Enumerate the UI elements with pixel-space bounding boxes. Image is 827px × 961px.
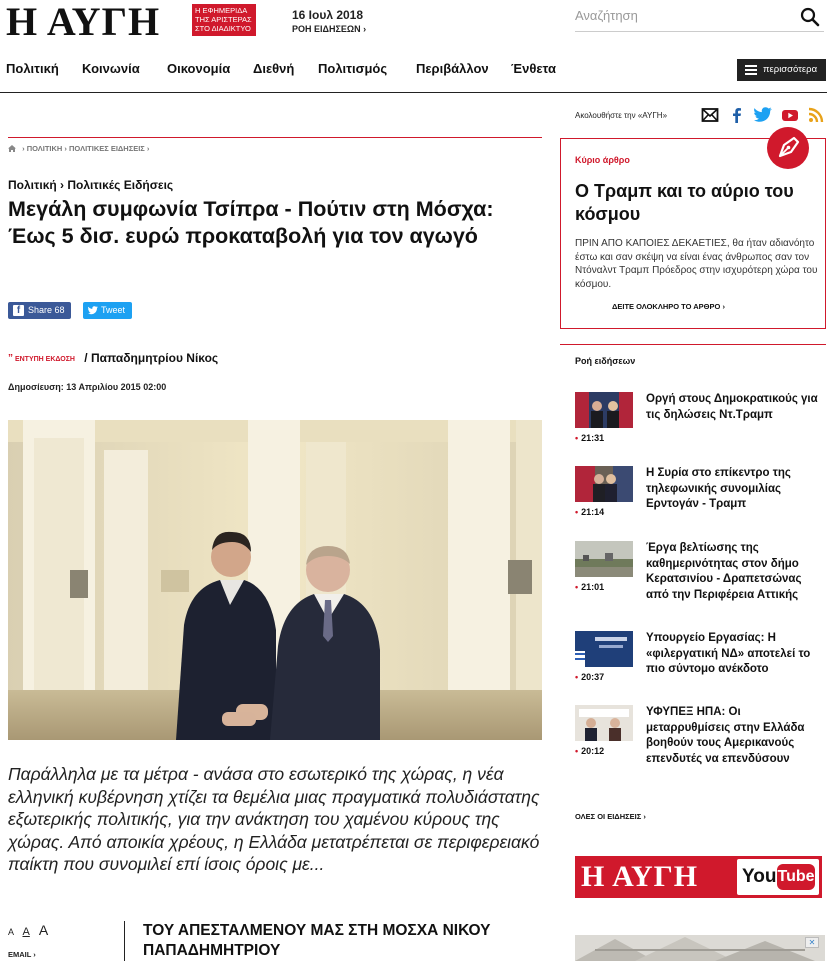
nav-item-economy[interactable]: Οικονομία [167, 61, 231, 76]
nav-item-politics[interactable]: Πολιτική [6, 61, 59, 76]
pen-nib-icon [767, 127, 809, 169]
nav-item-culture[interactable]: Πολιτισμός [318, 61, 388, 76]
advertisement[interactable] [575, 935, 825, 961]
email-label: EMAIL [8, 950, 32, 959]
nav-item-inserts[interactable]: Ένθετα [511, 61, 556, 76]
list-item[interactable] [575, 392, 825, 452]
youtube-banner-logo: Η ΑΥΓΗ [581, 860, 699, 893]
print-edition-badge [8, 353, 75, 364]
read-full-article-label: ΔΕΙΤΕ ΟΛΟΚΛΗΡΟ ΤΟ ΑΡΘΡΟ [612, 302, 721, 311]
search-input[interactable] [575, 8, 795, 23]
youtube-logo-you: You [742, 866, 777, 887]
article-lead: Παράλληλα με τα μέτρα - ανάσα στο εσωτερικό της χώρας, η νέα ελληνική κυβέρνηση χτίζει τα θεμέλια μιας πραγματικά πολυδιάστατης εξωτερικής πολιτικής, για την ανάκτηση του χαμένου κύρους της χώρας. Από αποικία χρέους, η Ελλάδα μετατρέπεται σε περιφερειακό παίκτη που συνομιλεί επί ίσοις όροις με... [8, 764, 540, 874]
news-feed-link-label: ΡΟΗ ΕΙΔΗΣΕΩΝ [292, 24, 361, 34]
nav-item-society[interactable]: Κοινωνία [82, 61, 140, 76]
news-time: • 20:12 [575, 746, 604, 756]
breadcrumb-political-news[interactable]: ΠΟΛΙΤΙΚΕΣ ΕΙΔΗΣΕΙΣ [69, 144, 145, 153]
hamburger-icon [745, 65, 757, 75]
site-logo[interactable]: Η ΑΥΓΗ [6, 0, 161, 44]
more-menu-label: περισσότερα [763, 64, 818, 75]
chevron-right-icon: › [722, 302, 725, 311]
news-thumbnail[interactable] [575, 631, 633, 667]
news-thumbnail[interactable] [575, 392, 633, 428]
top-header [0, 0, 827, 50]
chevron-right-icon: › [33, 950, 36, 959]
list-item[interactable] [575, 705, 825, 765]
main-nav [0, 55, 827, 93]
author-name[interactable]: Παπαδημητρίου Νίκος [90, 351, 219, 365]
facebook-icon[interactable] [728, 106, 746, 124]
editorial-excerpt: ΠΡΙΝ ΑΠΟ ΚΑΠΟΙΕΣ ΔΕΚΑΕΤΙΕΣ, θα ήταν αδιανόητο έστω και σαν σκέψη να είναι ένας άνθρωπος σαν τον Ντόναλντ Τραμπ Πρόεδρος στην ισχυρότερη χώρα του κόσμου. [575, 238, 818, 290]
news-title[interactable]: Έργα βελτίωσης της καθημερινότητας στον δήμο Κερατσινίου - Δραπετσώνας από την Περιφέρεια Αττικής [646, 542, 802, 601]
font-size-controls [8, 922, 54, 938]
breadcrumb [8, 144, 149, 153]
more-menu-button[interactable] [737, 59, 826, 81]
facebook-share-button[interactable] [8, 302, 71, 319]
nav-item-environment[interactable]: Περιβάλλον [416, 61, 489, 76]
editorial-label: Κύριο άρθρο [575, 155, 630, 165]
twitter-share-button[interactable] [83, 302, 132, 319]
font-size-large-button[interactable]: A [38, 922, 49, 938]
chevron-right-icon: › [363, 24, 367, 34]
print-edition-label: ΕΝΤΥΠΗ ΕΚΔΟΣΗ [14, 356, 75, 363]
twitter-icon[interactable] [754, 106, 772, 124]
facebook-icon: f [13, 305, 24, 316]
breadcrumb-sep: › [22, 144, 25, 153]
breadcrumb-sep: › [146, 144, 150, 153]
youtube-icon[interactable] [781, 106, 799, 124]
facebook-share-label: Share [28, 305, 53, 315]
news-title[interactable]: Υπουργείο Εργασίας: Η «φιλεργατική ΝΔ» αποτελεί το πιο σύντομο ανέκδοτο [646, 632, 811, 675]
news-time: • 21:01 [575, 582, 604, 592]
youtube-logo [737, 859, 819, 895]
news-title[interactable]: Οργή στους Δημοκρατικούς για τις δηλώσεις Ντ.Τραμπ [646, 393, 818, 421]
publish-date: Δημοσίευση: 13 Απριλίου 2015 02:00 [8, 382, 167, 392]
quote-icon: ” [8, 353, 13, 364]
list-item[interactable] [575, 541, 825, 601]
feed-top-divider [560, 344, 826, 345]
author-line [8, 351, 218, 365]
article-byline: ΤΟΥ ΑΠΕΣΤΑΛΜΕΝΟΥ ΜΑΣ ΣΤΗ ΜΟΣΧΑ ΝΙΚΟΥ ΠΑΠΑΔΗΜΗΤΡΙΟΥ [143, 922, 491, 959]
list-item[interactable] [575, 631, 825, 691]
search-box [575, 4, 824, 32]
email-article-link[interactable] [8, 950, 36, 959]
article-title: Μεγάλη συμφωνία Τσίπρα - Πούτιν στη Μόσχα: Έως 5 δισ. ευρώ προκαταβολή για τον αγωγό [8, 197, 494, 248]
article-top-divider [8, 137, 542, 138]
twitter-icon [88, 306, 98, 315]
read-full-article-link[interactable] [612, 302, 725, 311]
news-thumbnail[interactable] [575, 541, 633, 577]
news-time: • 21:14 [575, 507, 604, 517]
all-news-link[interactable] [575, 812, 646, 821]
article-category[interactable]: Πολιτική › Πολιτικές Ειδήσεις [8, 178, 174, 192]
chevron-right-icon: › [643, 812, 646, 821]
font-size-small-button[interactable]: A [8, 927, 15, 937]
news-feed-title: Ροή ειδήσεων [575, 356, 636, 366]
home-icon[interactable] [8, 145, 16, 152]
article-hero-image [8, 420, 542, 740]
youtube-logo-tube: Tube [777, 864, 815, 890]
breadcrumb-sep: › [64, 144, 67, 153]
byline-divider [124, 921, 125, 961]
all-news-label: ΟΛΕΣ ΟΙ ΕΙΔΗΣΕΙΣ [575, 812, 642, 821]
twitter-share-label: Tweet [101, 305, 126, 315]
news-title[interactable]: ΥΦΥΠΕΞ ΗΠΑ: Οι μεταρρυθμίσεις στην Ελλάδα βοηθούν τους Αμερικανούς επενδυτές να επενδύσουν [646, 706, 805, 765]
email-icon[interactable] [701, 106, 719, 124]
search-icon[interactable] [800, 7, 820, 27]
current-date: 16 Ιουλ 2018 [292, 8, 364, 22]
news-thumbnail[interactable] [575, 466, 633, 502]
rss-icon[interactable] [807, 106, 825, 124]
author-separator: / [84, 351, 91, 365]
news-feed-link[interactable] [292, 24, 366, 34]
logo-tagline: Η ΕΦΗΜΕΡΙΔΑ ΤΗΣ ΑΡΙΣΤΕΡΑΣ ΣΤΟ ΔΙΑΔΙΚΤΥΟ [192, 4, 256, 36]
nav-item-world[interactable]: Διεθνή [253, 61, 295, 76]
font-size-medium-button[interactable]: A [22, 926, 30, 938]
news-time: • 21:31 [575, 433, 604, 443]
follow-label: Ακολουθήστε την «ΑΥΓΗ» [575, 111, 668, 120]
youtube-channel-banner[interactable] [575, 856, 822, 898]
editorial-title[interactable]: Ο Τραμπ και το αύριο του κόσμου [575, 181, 794, 224]
news-thumbnail[interactable] [575, 705, 633, 741]
facebook-share-count: 68 [54, 305, 65, 315]
breadcrumb-politics[interactable]: ΠΟΛΙΤΙΚΗ [26, 144, 63, 153]
ad-close-icon[interactable]: ✕ [805, 937, 819, 948]
news-time: • 20:37 [575, 672, 604, 682]
news-title[interactable]: Η Συρία στο επίκεντρο της τηλεφωνικής συνομιλίας Ερντογάν - Τραμπ [646, 467, 791, 510]
list-item[interactable] [575, 466, 825, 526]
hero-photo [8, 420, 542, 740]
